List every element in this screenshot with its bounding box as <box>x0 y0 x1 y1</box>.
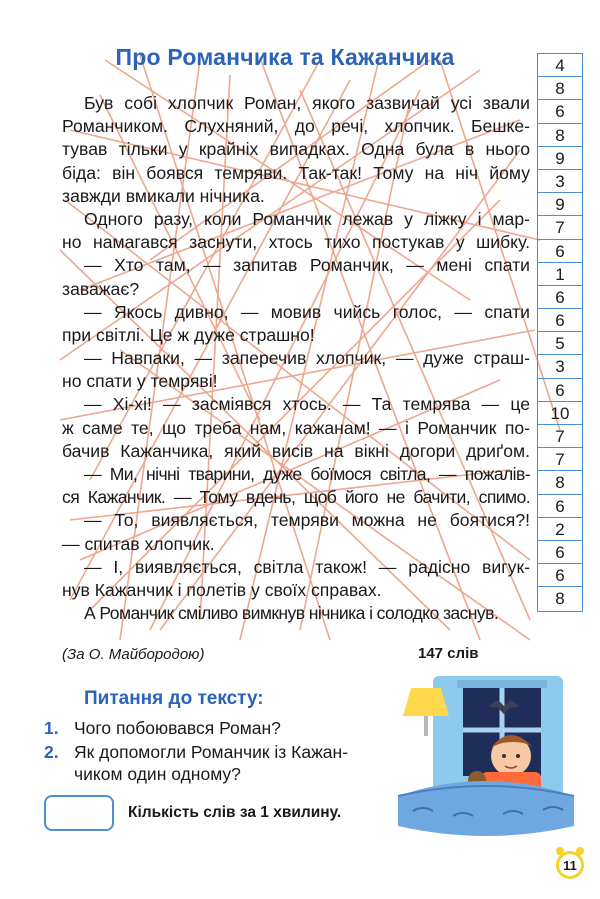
text-line: — Хі-хі! — засміявся хтось. — Та темрява — це <box>84 394 530 415</box>
question-text-continued: чиком один одному? <box>74 764 241 784</box>
page-number: 11 <box>563 858 577 873</box>
text-line: — Якось дивно, — мовив чийсь голос, — спати <box>84 301 530 322</box>
text-line: біда: він боявся темряви. Так-так! Тому на ніч йому <box>62 162 530 183</box>
word-count-cell: 6 <box>538 541 582 564</box>
word-count-cell: 3 <box>538 355 582 378</box>
word-count-cell: 8 <box>538 77 582 100</box>
text-line: завжди вмикали нічника. <box>62 185 265 206</box>
word-count-cell: 7 <box>538 425 582 448</box>
word-count-cell: 8 <box>538 471 582 494</box>
word-count-cell: 4 <box>538 54 582 77</box>
question-2 <box>44 741 348 764</box>
word-count-cell: 6 <box>538 379 582 402</box>
word-count-cell: 2 <box>538 518 582 541</box>
word-count-cell: 8 <box>538 124 582 147</box>
word-count-cell: 9 <box>538 147 582 170</box>
word-count-cell: 7 <box>538 216 582 239</box>
word-count-cell: 8 <box>555 589 565 609</box>
boy-in-bed-illustration <box>393 676 579 842</box>
word-count-cell: 5 <box>538 332 582 355</box>
text-line: но намагався заснути, хтось тихо постукав у шибку. <box>62 232 530 253</box>
text-line: А Романчик сміливо вимкнув нічника і солодко заснув. <box>84 603 499 624</box>
text-line: заважає? <box>62 278 140 299</box>
word-count-cell: 1 <box>538 263 582 286</box>
word-count-cell: 7 <box>538 448 582 471</box>
text-line: Одного разу, коли Романчик лежав у ліжку і мар- <box>84 208 530 229</box>
text-line: Романчиком. Слухняний, до речі, хлопчик. Бешке- <box>62 116 530 137</box>
word-count-cell: 6 <box>538 495 582 518</box>
text-line: Був собі хлопчик Роман, якого зазвичай усі звали <box>84 93 530 113</box>
page-number-clock-icon <box>553 846 587 880</box>
text-line: — Хто там, — запитав Романчик, — мені спати <box>84 255 530 276</box>
text-line: — Навпаки, — заперечив хлопчик, — дуже страш- <box>84 348 530 369</box>
story-text <box>62 92 530 625</box>
text-line: нув Кажанчик і полетів у своїх справах. <box>62 579 382 600</box>
word-count-column <box>537 53 583 612</box>
text-line: но спати у темряві! <box>62 371 218 392</box>
text-line: тував тільки у крайніх випадках. Одна була в нього <box>62 139 530 160</box>
word-count-cell: 10 <box>538 402 582 425</box>
question-text: Чого побоювався Роман? <box>74 718 281 738</box>
word-count-cell: 3 <box>538 170 582 193</box>
questions-heading: Питання до тексту: <box>84 688 264 709</box>
text-line: ся Кажанчик. — Тому вдень, щоб його не бачити, спимо. <box>62 487 530 508</box>
words-per-minute-box[interactable] <box>44 795 114 831</box>
word-count-cell: 6 <box>538 309 582 332</box>
text-line: при світлі. Це ж дуже страшно! <box>62 324 315 345</box>
word-count-cell: 6 <box>538 240 582 263</box>
word-count-cell: 6 <box>538 564 582 587</box>
word-count-cell: 6 <box>538 100 582 123</box>
text-line: — То, виявляється, темряви можна не боятися?! <box>84 510 530 531</box>
text-line: бачив Кажанчика, який висів на вікні догори дриґом. <box>62 440 530 461</box>
text-line: ж саме те, що треба нам, кажанам! — і Романчик по- <box>62 417 530 438</box>
question-1 <box>44 717 281 740</box>
question-text: Як допомогли Романчик із Кажан- <box>74 742 349 762</box>
source-attribution: (За О. Майбородою) <box>62 646 205 663</box>
text-line: — І, виявляється, світла також! — радісно вигук- <box>84 556 530 577</box>
question-number: 2. <box>44 742 59 762</box>
word-count-cell: 9 <box>538 193 582 216</box>
total-word-count: 147 слів <box>418 645 479 662</box>
question-number: 1. <box>44 718 59 738</box>
text-line: — Ми, нічні тварини, дуже боїмося світла, — пожалів- <box>84 464 530 484</box>
text-line: — спитав хлопчик. <box>62 533 215 554</box>
word-count-cell: 6 <box>538 286 582 309</box>
words-per-minute-label: Кількість слів за 1 хвилину. <box>128 804 342 821</box>
page-title: Про Романчика та Кажанчика <box>115 44 455 70</box>
